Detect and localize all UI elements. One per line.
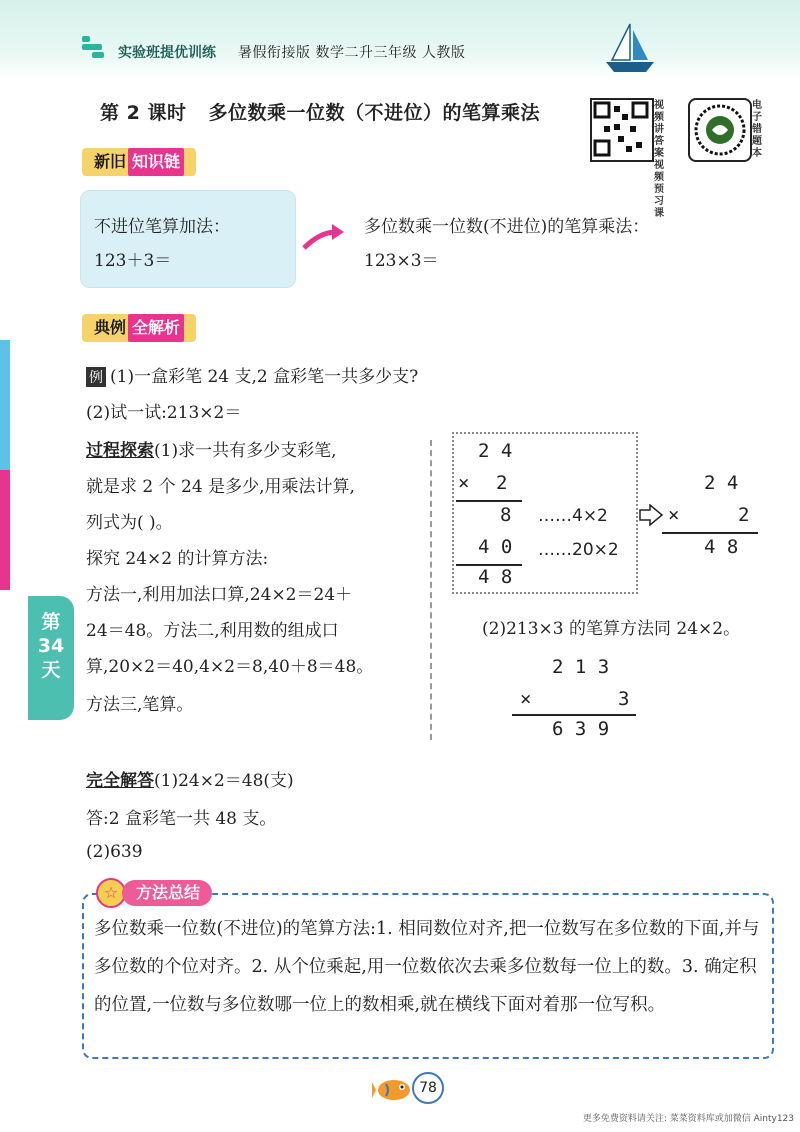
calc3-result: 6 3 9 xyxy=(552,718,610,740)
calc3-rule xyxy=(512,714,636,716)
calc3-sign: × xyxy=(520,688,532,710)
lesson-name: 多位数乘一位数（不进位）的笔算乘法 xyxy=(208,102,540,124)
side-strip-pink xyxy=(0,470,10,590)
process-label: 过程探索 xyxy=(86,441,154,461)
page-number: 78 xyxy=(412,1072,444,1104)
qr-label-error-book: 电子错题本 xyxy=(752,100,762,159)
day-tab-line2: 34 xyxy=(37,635,65,657)
day-tab-line3: 天 xyxy=(41,659,61,681)
process-line-6: 24＝48。方法二,利用数的组成口 xyxy=(86,621,339,641)
calc2-sign: × xyxy=(668,504,680,526)
answer-label: 完全解答 xyxy=(86,771,154,791)
answer-line-3: (2)639 xyxy=(86,842,143,862)
calc2-rule xyxy=(662,532,758,534)
process-line-1 xyxy=(86,436,336,461)
answer-line-1-text: (1)24×2＝48(支) xyxy=(154,771,294,791)
process-line-3: 列式为( )。 xyxy=(86,513,173,533)
day-tab-line1: 第 xyxy=(41,611,61,633)
process-line-4: 探究 24×2 的计算方法: xyxy=(86,549,269,569)
sailboat-icon xyxy=(600,22,660,76)
calc1-row-3: 8 xyxy=(500,504,512,526)
series-logo-icon xyxy=(82,36,104,58)
knowledge-left-expr: 123＋3＝ xyxy=(94,251,172,271)
series-subtitle: 暑假衔接版 数学二升三年级 人教版 xyxy=(238,45,466,61)
qr-code-icon xyxy=(690,100,750,160)
qr-label-video: 视频讲答案视频预习课 xyxy=(654,100,664,219)
header-band xyxy=(0,0,800,80)
section-badge-knowledge xyxy=(82,148,196,176)
knowledge-right-expr: 123×3＝ xyxy=(364,251,439,271)
star-icon: ☆ xyxy=(96,878,126,908)
footer-note: 更多免费资料请关注: 菜菜资料库或加微信 Ainty123 xyxy=(582,1114,794,1124)
summary-label: 方法总结 xyxy=(122,880,212,906)
knowledge-box xyxy=(80,190,296,288)
calc2-result: 4 8 xyxy=(704,536,739,558)
calc1-rule-1 xyxy=(456,500,522,502)
calc2-top: 2 4 xyxy=(704,472,739,494)
badge-part1: 典例 xyxy=(94,318,127,337)
fish-icon xyxy=(372,1074,416,1104)
calc1-row-2: × 2 xyxy=(458,472,508,494)
knowledge-right-title: 多位数乘一位数(不进位)的笔算乘法： xyxy=(364,217,650,237)
example-q1-text: (1)一盒彩笔 24 支,2 盒彩笔一共多少支? xyxy=(110,367,419,387)
hollow-arrow-icon xyxy=(638,504,664,526)
answer-line-1 xyxy=(86,766,294,791)
process-line-7: 算,20×2＝40,4×2＝8,40＋8＝48。 xyxy=(86,657,374,677)
badge-part2: 知识链 xyxy=(128,148,184,176)
calc1-note-1: ……4×2 xyxy=(538,506,608,526)
calc1-note-2: ……20×2 xyxy=(538,540,619,560)
process-line-5: 方法一,利用加法口算,24×2＝24＋ xyxy=(86,585,353,605)
part2-note: (2)213×3 的笔算方法同 24×2。 xyxy=(482,619,741,639)
knowledge-left-title: 不进位笔算加法： xyxy=(94,217,230,237)
process-line-2: 就是求 2 个 24 是多少,用乘法计算, xyxy=(86,477,355,497)
process-line-8: 方法三,笔算。 xyxy=(86,695,194,715)
example-tag: 例 xyxy=(86,367,106,387)
column-divider xyxy=(430,440,432,740)
side-strip-blue xyxy=(0,340,10,470)
example-question-1 xyxy=(86,362,418,387)
qr-code-video[interactable] xyxy=(590,98,654,162)
calc1-row-1: 2 4 xyxy=(478,440,513,462)
arrow-right-icon xyxy=(302,222,346,252)
lesson-title xyxy=(100,98,540,125)
lesson-number: 第 2 课时 xyxy=(100,102,187,124)
process-line-1-text: (1)求一共有多少支彩笔, xyxy=(154,441,337,461)
qr-code-icon xyxy=(592,100,652,160)
summary-text: 多位数乘一位数(不进位)的笔算方法:1. 相同数位对齐,把一位数写在多位数的下面,并与多位数的个位对齐。2. 从个位乘起,用一位数依次去乘多位数每一位上的数。3. 确定积的位置,一位数与多位数哪一位上的数相乘,就在横线下面对着那一位写积。 xyxy=(94,919,760,1015)
section-badge-example xyxy=(82,314,196,342)
day-tab xyxy=(28,596,74,720)
calc2-mid: 2 xyxy=(738,504,750,526)
series-title: 实验班提优训练 xyxy=(118,45,216,61)
badge-part1: 新旧 xyxy=(94,152,127,171)
calc1-row-4: 4 0 xyxy=(478,536,513,558)
qr-code-error-book[interactable] xyxy=(688,98,752,162)
calc3-mid: 3 xyxy=(618,688,630,710)
badge-part2: 全解析 xyxy=(128,314,184,342)
answer-line-2: 答:2 盒彩笔一共 48 支。 xyxy=(86,809,277,829)
example-question-2: (2)试一试:213×2＝ xyxy=(86,403,242,423)
calc1-row-5: 4 8 xyxy=(478,566,513,588)
calc3-top: 2 1 3 xyxy=(552,656,610,678)
